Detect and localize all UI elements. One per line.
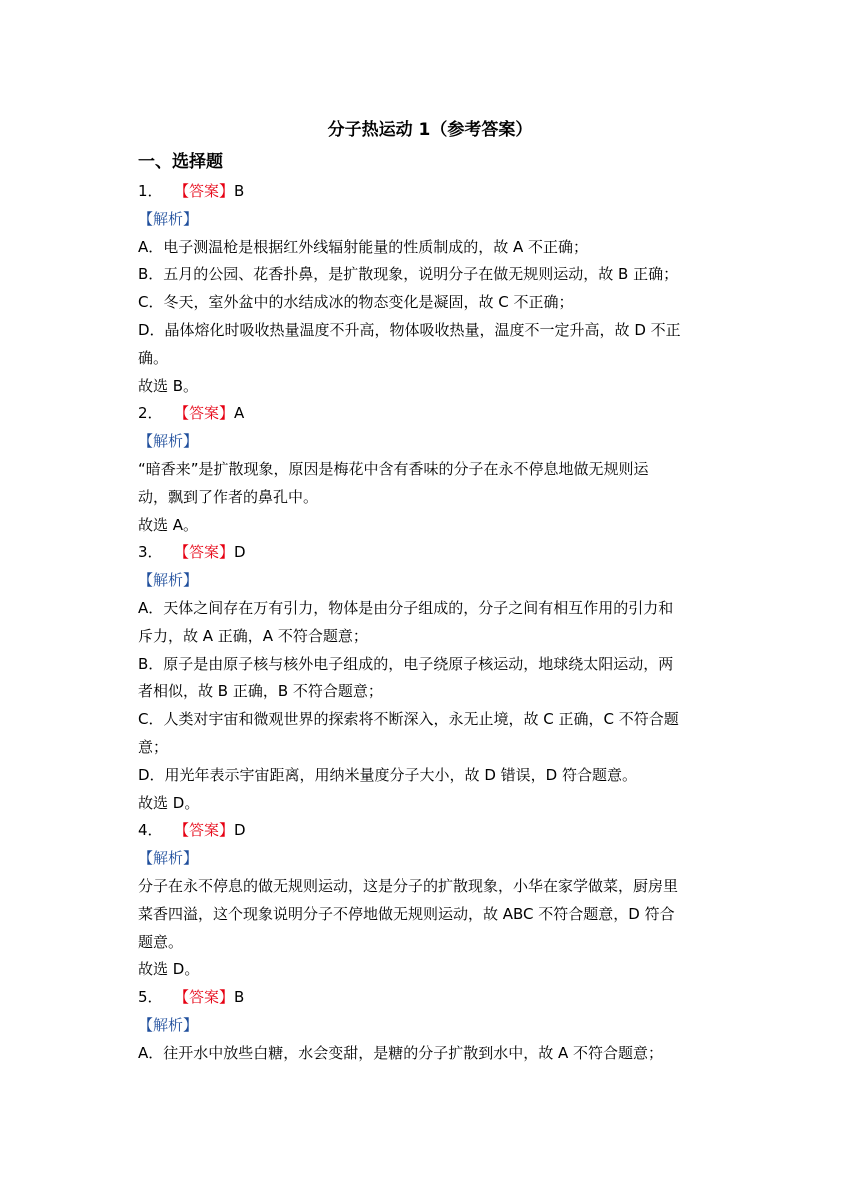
analysis-label: 【解析】: [138, 849, 199, 868]
explanation-line: B．原子是由原子核与核外电子组成的，电子绕原子核运动，地球绕太阳运动，两: [138, 654, 674, 673]
explanation-line: 故选 D。: [138, 793, 200, 812]
answer-line: [138, 178, 728, 206]
question-block: [138, 400, 728, 539]
answer-value: A: [234, 404, 245, 423]
answer-label: 【答案】: [174, 404, 235, 423]
explanation-line: A．往开水中放些白糖，水会变甜，是糖的分子扩散到水中，故 A 不符合题意；: [138, 1043, 664, 1062]
explanation-line: 确。: [138, 348, 169, 367]
page-title: 分子热运动 1（参考答案）: [327, 120, 533, 140]
explanation-line: “暗香来”是扩散现象，原因是梅花中含有香味的分子在永不停息地做无规则运: [138, 459, 649, 478]
explanation-line: 斥力，故 A 正确，A 不符合题意；: [138, 626, 368, 645]
analysis-label: 【解析】: [138, 571, 199, 590]
analysis-label: 【解析】: [138, 209, 199, 228]
answer-line: [138, 984, 728, 1012]
answer-line: [138, 539, 728, 567]
analysis-label: 【解析】: [138, 1015, 199, 1034]
explanation-line: 分子在永不停息的做无规则运动，这是分子的扩散现象，小华在家学做菜，厨房里: [138, 876, 679, 895]
question-block: [138, 817, 728, 984]
explanation-line: C．冬天，室外盆中的水结成冰的物态变化是凝固，故 C 不正确；: [138, 293, 574, 312]
explanation-line: 动，飘到了作者的鼻孔中。: [138, 487, 319, 506]
explanation-line: 意；: [138, 737, 169, 756]
explanation-line: A．电子测温枪是根据红外线辐射能量的性质制成的，故 A 不正确；: [138, 237, 589, 256]
answer-value: D: [234, 543, 246, 562]
answer-value: B: [234, 182, 245, 200]
analysis-label: 【解析】: [138, 432, 199, 451]
question-block: [138, 539, 728, 817]
answer-label: 【答案】: [174, 182, 235, 200]
answer-line: [138, 400, 728, 428]
explanation-line: 故选 D。: [138, 960, 200, 979]
explanation-line: B．五月的公园、花香扑鼻，是扩散现象，说明分子在做无规则运动，故 B 正确；: [138, 265, 679, 284]
question-number: 1．: [138, 182, 163, 200]
explanation-line: 故选 B。: [138, 376, 199, 395]
section-title: 一、选择题: [138, 152, 223, 172]
explanation-line: 者相似，故 B 正确，B 不符合题意；: [138, 682, 383, 701]
answer-list: [138, 178, 728, 1068]
explanation-line: C．人类对宇宙和微观世界的探索将不断深入，永无止境，故 C 正确，C 不符合题: [138, 710, 679, 729]
explanation-line: 故选 A。: [138, 515, 199, 534]
question-block: [138, 178, 728, 400]
explanation-line: 菜香四溢，这个现象说明分子不停地做无规则运动，故 ABC 不符合题意，D 符合: [138, 904, 675, 923]
explanation-line: D．晶体熔化时吸收热量温度不升高，物体吸收热量，温度不一定升高，故 D 不正: [138, 320, 681, 339]
question-number: 4．: [138, 821, 163, 840]
answer-label: 【答案】: [174, 543, 235, 562]
answer-line: [138, 817, 728, 845]
explanation-line: 题意。: [138, 932, 184, 951]
answer-value: B: [234, 988, 245, 1007]
answer-value: D: [234, 821, 246, 840]
explanation-line: A．天体之间存在万有引力，物体是由分子组成的，分子之间有相互作用的引力和: [138, 598, 674, 617]
question-number: 5．: [138, 988, 163, 1007]
question-block: [138, 984, 728, 1067]
question-number: 3．: [138, 543, 163, 562]
question-number: 2．: [138, 404, 163, 423]
explanation-line: D．用光年表示宇宙距离，用纳米量度分子大小，故 D 错误，D 符合题意。: [138, 765, 637, 784]
answer-label: 【答案】: [174, 988, 235, 1007]
answer-label: 【答案】: [174, 821, 235, 840]
